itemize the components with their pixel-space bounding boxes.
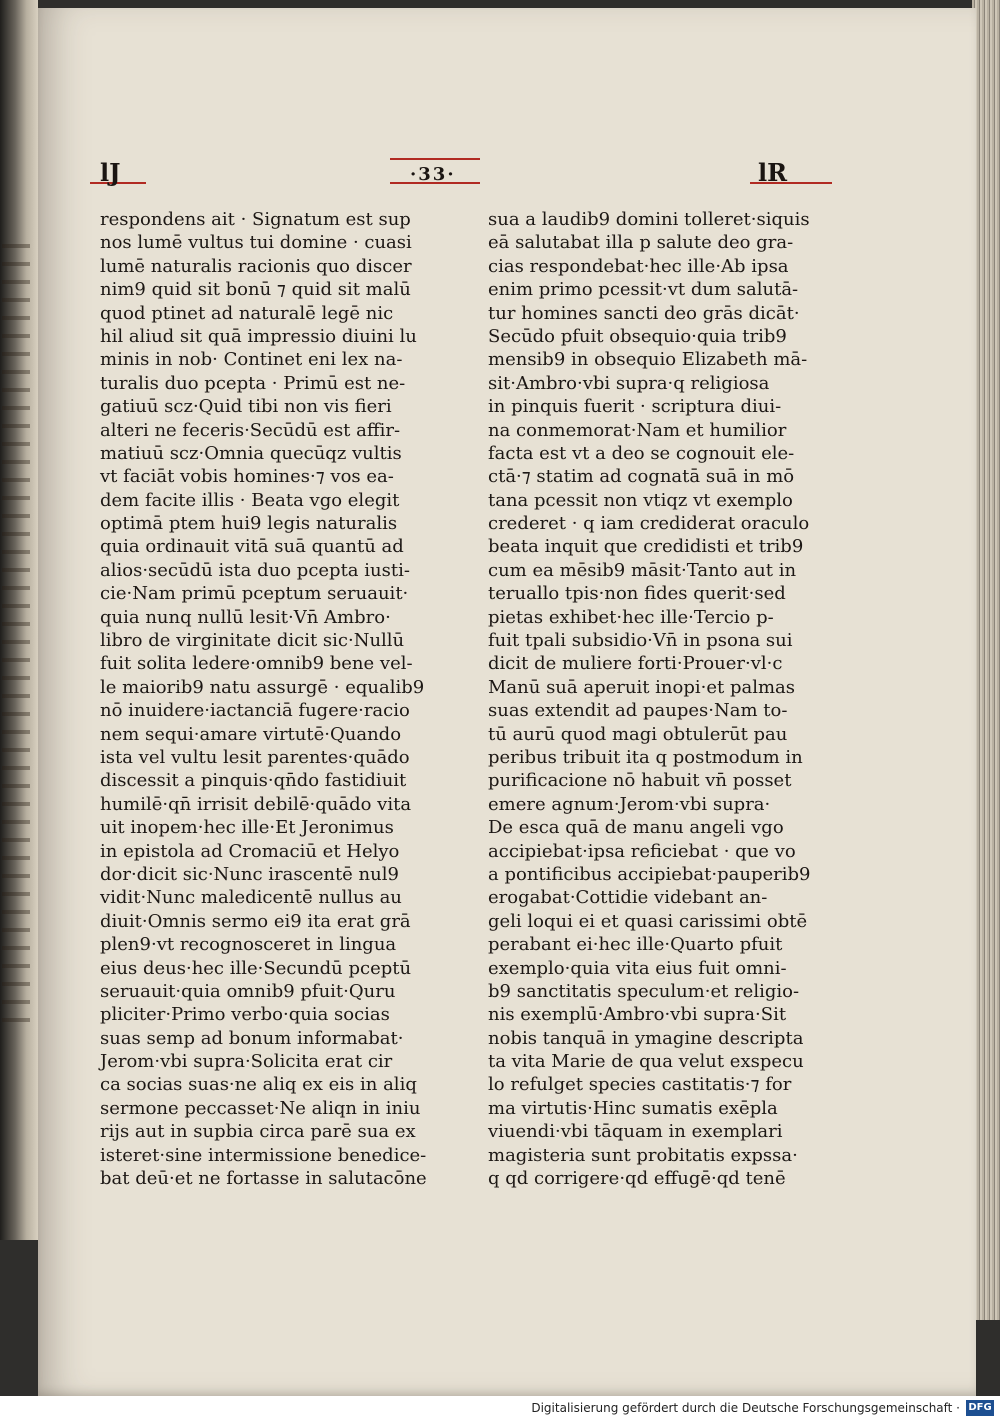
text-line: tur homines sancti deo grās dicāt· [488,302,800,324]
text-line: eā salutabat illa p salute deo gra- [488,232,794,254]
facing-page-bleed [2,230,30,1030]
text-line: in pinquis fuerit · scriptura diui- [488,396,782,418]
text-line: alteri ne feceris·Secūdū est affir- [100,419,401,441]
text-line: hil aliud sit quā impressio diuini lu [100,325,417,347]
dfg-logo: DFG [966,1400,994,1416]
page-header [38,158,976,198]
text-line: gatiuū scz·Quid tibi non vis fieri [100,396,392,418]
text-line: b9 sanctitatis speculum·et religio- [488,980,800,1002]
text-line: uit inopem·hec ille·Et Jeronimus [100,817,394,839]
text-line: emere agnum·Jerom·vbi supra· [488,793,771,815]
text-line: dem facite illis · Beata vgo elegit [100,489,400,511]
text-line: in epistola ad Cromaciū et Helyo [100,840,400,862]
text-line: facta est vt a deo se cognouit ele- [488,442,795,464]
text-line: isteret·sine intermissione benedice- [100,1144,427,1166]
text-line: cias respondebat·hec ille·Ab ipsa [488,255,789,277]
text-line: beata inquit que credidisti et trib9 [488,536,804,558]
text-line: libro de virginitate dicit sic·Nullū [100,630,405,652]
text-line: bat deū·et ne fortasse in salutacōne [100,1168,427,1190]
text-line: crederet · q iam crediderat oraculo [488,513,810,535]
text-line: quia ordinauit vitā suā quantū ad [100,536,404,558]
text-line: enim primo pcessit·vt dum salutā- [488,279,799,301]
text-line: suas extendit ad paupes·Nam to- [488,700,788,722]
text-line: purificacione nō habuit vn̄ posset [488,770,792,792]
text-line: diuit·Omnis sermo ei9 ita erat grā [100,910,411,932]
text-line: fuit solita ledere·omnib9 bene vel- [100,653,413,675]
text-line: respondens ait · Signatum est sup [100,209,411,230]
text-line: teruallo tpis·non fides querit·sed [488,583,786,605]
text-line: a pontificibus accipiebat·pauperib9 [488,863,811,885]
text-line: humilē·qn̄ irrisit debilē·quādo vita [100,793,412,815]
text-line: na conmemorat·Nam et humilior [488,419,787,441]
text-line: viuendi·vbi tāquam in exemplari [488,1121,783,1143]
text-line: Manū suā aperuit inopi·et palmas [488,676,796,698]
text-line: ta vita Marie de qua velut exspecu [488,1051,804,1073]
text-line: sermone peccasset·Ne aliqn in iniu [100,1097,421,1119]
text-line: nim9 quid sit bonū ⁊ quid sit malū [100,279,411,301]
page-stack-edge [972,0,1000,1320]
text-line: nem sequi·amare virtutē·Quando [100,723,402,745]
text-line: nō inuidere·iactanciā fugere·racio [100,700,410,722]
text-line: sit·Ambro·vbi supra·q religiosa [488,372,770,394]
text-line: discessit a pinquis·qn̄do fastidiuit [100,770,407,792]
text-line: cie·Nam primū pceptum seruauit· [100,583,409,605]
text-line: ctā·⁊ statim ad cognatā suā in mō [488,466,795,488]
text-line: cum ea mēsib9 māsit·Tanto aut in [488,559,797,581]
text-line: minis in nob· Continet eni lex na- [100,349,403,371]
text-line: eius deus·hec ille·Secundū pceptū [100,957,412,979]
text-line: optimā ptem hui9 legis naturalis [100,513,398,535]
text-line: suas semp ad bonum informabat· [100,1027,404,1049]
text-line: peribus tribuit ita q postmodum in [488,746,803,768]
text-line: perabant ei·hec ille·Quarto pfuit [488,934,783,956]
text-line: sua a laudib9 domini tolleret·siquis [488,209,810,230]
rubric-rule-folio-top [390,158,480,160]
text-line: pliciter·Primo verbo·quia socias [100,1004,390,1026]
text-line: nobis tanquā in ymagine descripta [488,1027,804,1049]
text-line: Jerom·vbi supra·Solicita erat cir [100,1051,393,1073]
text-line: ca socias suas·ne aliq ex eis in aliq [100,1074,417,1096]
folio-number: ·33· [410,164,456,185]
text-line: quia nunq nullū lesit·Vn̄ Ambro· [100,606,391,628]
text-line: ista vel vultu lesit parentes·quādo [100,746,410,768]
text-line: exemplo·quia vita eius fuit omni- [488,957,787,979]
manuscript-page [38,8,976,1396]
facing-page-edge [0,0,38,1240]
text-line: mensib9 in obsequio Elizabeth mā- [488,349,808,371]
text-line: ma virtutis·Hinc sumatis exēpla [488,1097,778,1119]
text-line: nis exemplū·Ambro·vbi supra·Sit [488,1004,787,1026]
footer-credit: Digitalisierung gefördert durch die Deutsche Forschungsgemeinschaft · [531,1401,960,1415]
text-column-right [488,208,858,1190]
text-line: tū aurū quod magi obtulerūt pau [488,723,788,745]
text-line: quod ptinet ad naturalē legē nic [100,302,394,324]
text-line: fuit tpali subsidio·Vn̄ in psona sui [488,630,793,652]
text-line: accipiebat·ipsa reficiebat · que vo [488,840,796,862]
text-line: matiuū scz·Omnia quecūqz vultis [100,442,402,464]
text-line: lumē naturalis racionis quo discer [100,255,412,277]
text-line: vidit·Nunc maledicentē nullus au [100,887,402,909]
text-line: Secūdo pfuit obsequio·quia trib9 [488,325,787,347]
text-line: De esca quā de manu angeli vgo [488,817,784,839]
text-line: turalis duo pcepta · Primū est ne- [100,372,406,394]
text-line: rijs aut in supbia circa parē sua ex [100,1121,416,1143]
text-line: le maiorib9 natu assurgē · equalib9 [100,676,425,698]
text-line: seruauit·quia omnib9 pfuit·Quru [100,980,396,1002]
signature-mark-right: lR [758,158,788,187]
text-line: dor·dicit sic·Nunc irascentē nul9 [100,863,399,885]
text-line: dicit de muliere forti·Prouer·vl·c [488,653,783,675]
signature-mark-left: lJ [100,158,121,187]
text-line: geli loqui ei et quasi carissimi obtē [488,910,808,932]
text-line: lo refulget species castitatis·⁊ for [488,1074,792,1096]
text-line: pietas exhibet·hec ille·Tercio p- [488,606,774,628]
text-line: plen9·vt recognosceret in lingua [100,934,397,956]
text-line: q qd corrigere·qd effugē·qd tenē [488,1168,786,1190]
text-line: tana pcessit non vtiqz vt exemplo [488,489,793,511]
text-column-left [100,208,470,1190]
text-line: alios·secūdū ista duo pcepta iusti- [100,559,410,581]
text-line: magisteria sunt probitatis expssa· [488,1144,798,1166]
footer-bar [0,1396,1000,1422]
text-line: erogabat·Cottidie videbant an- [488,887,768,909]
text-line: vt faciāt vobis homines·⁊ vos ea- [100,466,394,488]
text-line: nos lumē vultus tui domine · cuasi [100,232,412,254]
